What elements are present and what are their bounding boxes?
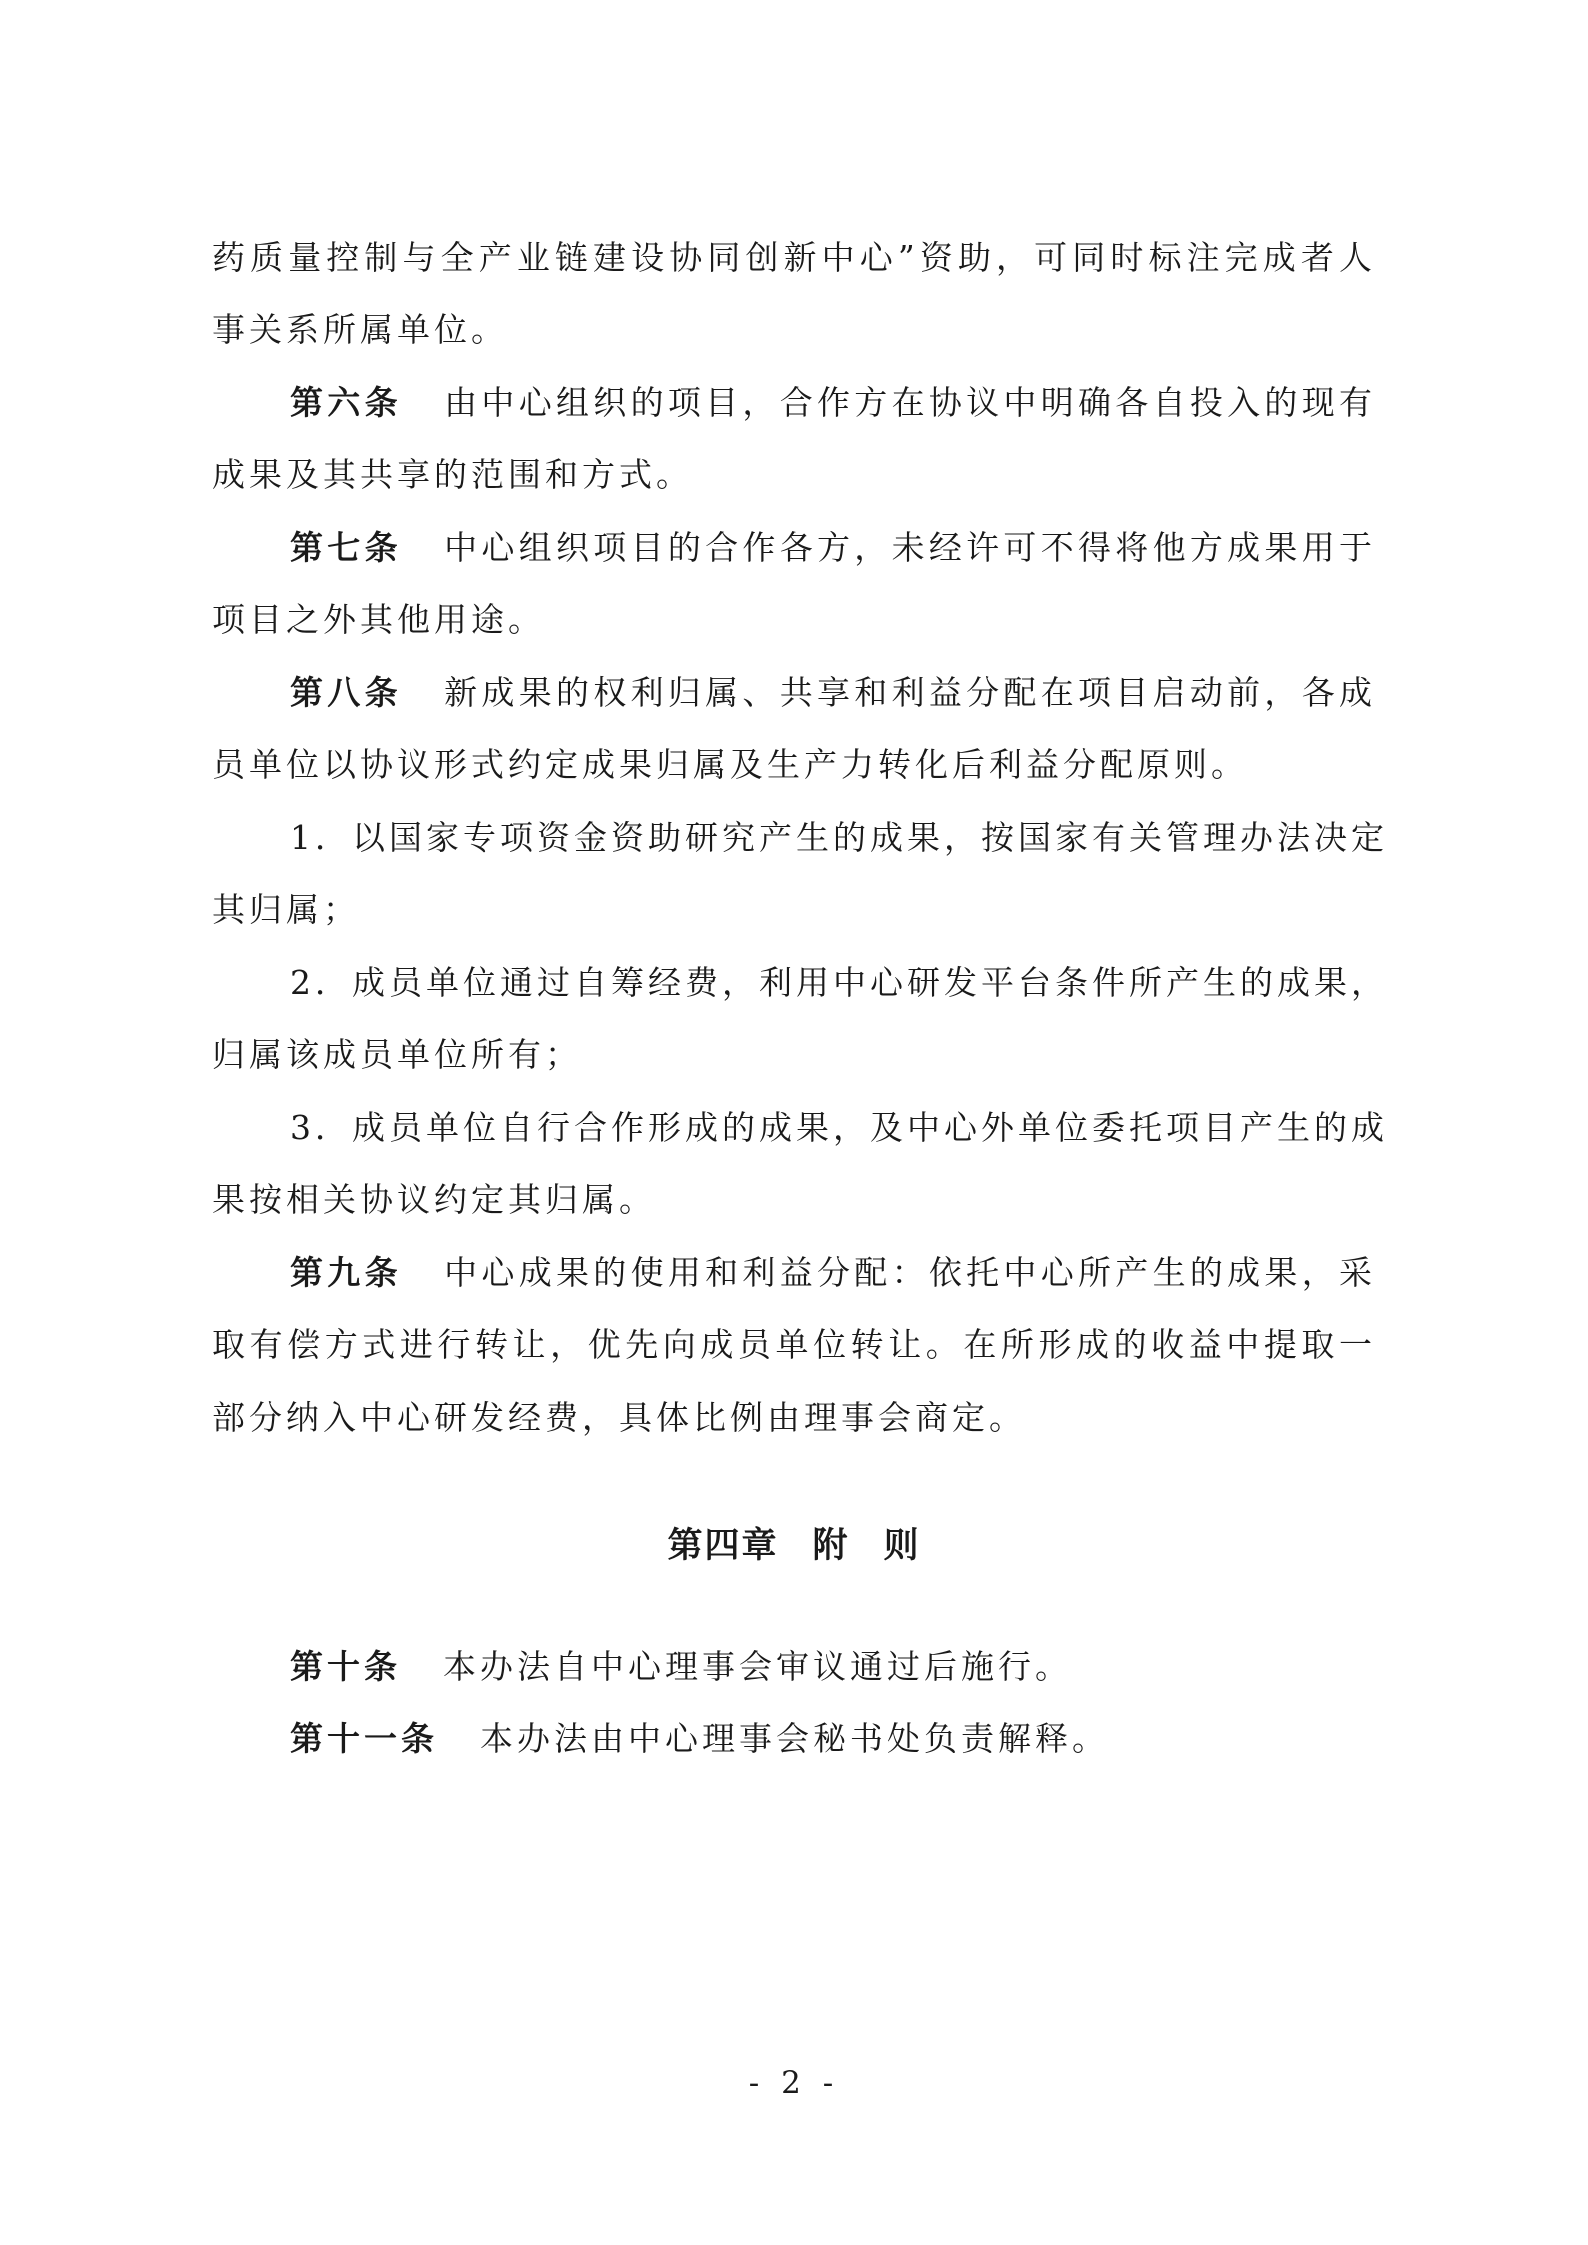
article-7-label: 第七条 <box>290 528 402 567</box>
article-10-text: 本办法自中心理事会审议通过后施行。 <box>443 1647 1072 1686</box>
article-6-line-1 <box>290 383 1376 423</box>
chapter-heading-number: 第四章 <box>667 1525 779 1566</box>
article-11-line <box>290 1719 1376 1759</box>
article-8-line-2: 员单位以协议形式约定成果归属及生产力转化后利益分配原则。 <box>212 745 1248 784</box>
article-7-line-2: 项目之外其他用途。 <box>212 600 545 639</box>
item-3-line-2: 果按相关协议约定其归属。 <box>212 1180 656 1219</box>
chapter-heading-word-1: 附 <box>812 1525 850 1566</box>
article-9-line-1 <box>290 1253 1376 1293</box>
article-7-line-1 <box>290 528 1376 568</box>
chapter-heading <box>0 1524 1588 1568</box>
chapter-heading-word-2: 则 <box>883 1525 921 1566</box>
article-9-line-3: 部分纳入中心研发经费，具体比例由理事会商定。 <box>212 1398 1026 1437</box>
article-9-line-2: 取有偿方式进行转让，优先向成员单位转让。在所形成的收益中提取一 <box>212 1325 1376 1364</box>
article-10-label: 第十条 <box>290 1647 401 1686</box>
article-11-text: 本办法由中心理事会秘书处负责解释。 <box>480 1719 1109 1758</box>
article-10-line <box>290 1647 1376 1687</box>
article-9-text-1: 中心成果的使用和利益分配：依托中心所产生的成果，采 <box>443 1253 1377 1292</box>
article-6-line-2: 成果及其共享的范围和方式。 <box>212 455 693 494</box>
item-2-line-1: 2．成员单位通过自筹经费，利用中心研发平台条件所产生的成果， <box>290 963 1388 1002</box>
paragraph-continuation-line-1: 药质量控制与全产业链建设协同创新中心”资助，可同时标注完成者人 <box>212 238 1376 277</box>
article-11-label: 第十一条 <box>290 1719 438 1758</box>
article-8-line-1 <box>290 673 1376 713</box>
item-1-line-1: 1．以国家专项资金资助研究产生的成果，按国家有关管理办法决定 <box>290 818 1388 857</box>
item-2-line-2: 归属该成员单位所有； <box>212 1035 582 1074</box>
item-3-line-1: 3．成员单位自行合作形成的成果，及中心外单位委托项目产生的成 <box>290 1108 1388 1147</box>
article-6-label: 第六条 <box>290 383 402 422</box>
item-1-line-2: 其归属； <box>212 890 360 929</box>
article-8-label: 第八条 <box>290 673 402 712</box>
article-9-label: 第九条 <box>290 1253 402 1292</box>
paragraph-continuation-line-2: 事关系所属单位。 <box>212 310 508 349</box>
article-8-text-1: 新成果的权利归属、共享和利益分配在项目启动前，各成 <box>443 673 1377 712</box>
article-6-text-1: 由中心组织的项目，合作方在协议中明确各自投入的现有 <box>443 383 1377 422</box>
page-number: - 2 - <box>748 2065 840 2101</box>
article-7-text-1: 中心组织项目的合作各方，未经许可不得将他方成果用于 <box>443 528 1377 567</box>
